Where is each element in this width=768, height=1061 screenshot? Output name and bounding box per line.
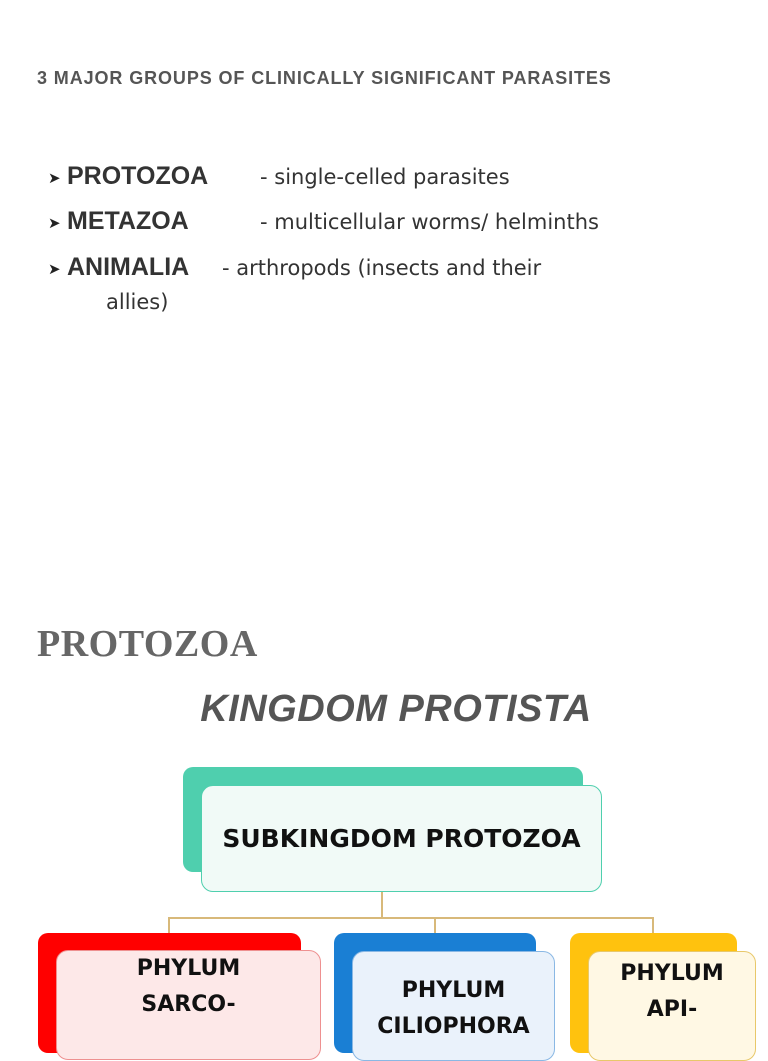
child-node-line2: API- xyxy=(646,997,698,1023)
arrow-bullet-icon: ➤ xyxy=(48,215,61,232)
child-node-sarco xyxy=(56,950,321,1060)
root-node xyxy=(201,785,602,892)
connector-left-drop xyxy=(168,917,170,933)
group-description: - single-celled parasites xyxy=(260,165,510,189)
child-node-line2: SARCO- xyxy=(141,992,236,1018)
root-node-label: SUBKINGDOM PROTOZOA xyxy=(222,824,581,853)
group-description-continued: allies) xyxy=(106,290,169,314)
arrow-bullet-icon: ➤ xyxy=(48,170,61,187)
group-description: - arthropods (insects and their xyxy=(222,256,542,280)
child-node-line1: PHYLUM xyxy=(401,978,506,1003)
kingdom-title: KINGDOM PROTISTA xyxy=(200,688,592,730)
section-title: PROTOZOA xyxy=(37,623,258,665)
arrow-bullet-icon: ➤ xyxy=(48,261,61,278)
group-description: - multicellular worms/ helminths xyxy=(260,210,599,234)
group-name: METAZOA xyxy=(67,207,189,235)
connector-middle-drop xyxy=(434,917,436,933)
connector-right-drop xyxy=(652,917,654,933)
child-node-line1: PHYLUM xyxy=(136,956,241,981)
group-name: PROTOZOA xyxy=(67,162,209,190)
connector-root-trunk xyxy=(381,892,383,918)
child-node-ciliophora xyxy=(352,951,555,1061)
child-node-api xyxy=(588,951,756,1061)
slide-heading: 3 MAJOR GROUPS OF CLINICALLY SIGNIFICANT PARASITES xyxy=(37,68,612,88)
connector-horizontal xyxy=(168,917,654,919)
group-name: ANIMALIA xyxy=(67,253,190,281)
child-node-line2: CILIOPHORA xyxy=(377,1014,530,1040)
child-node-line1: PHYLUM xyxy=(620,961,724,986)
